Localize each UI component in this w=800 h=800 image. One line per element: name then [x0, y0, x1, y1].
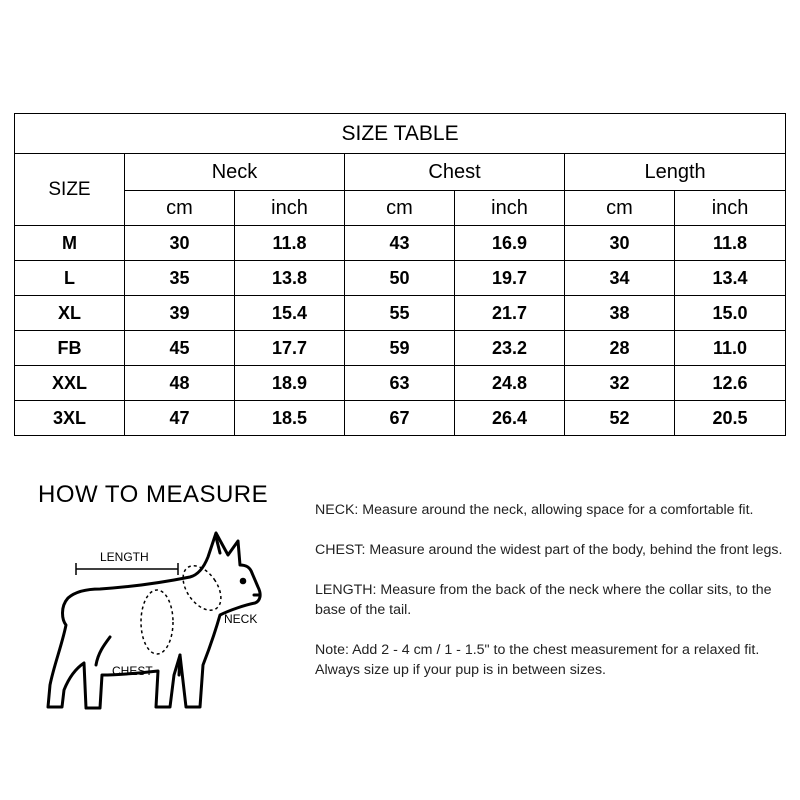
table-cell: 12.6	[675, 366, 786, 401]
table-cell: 20.5	[675, 401, 786, 436]
length-group-header: Length	[565, 154, 786, 191]
table-cell: 11.8	[675, 226, 786, 261]
table-cell: 52	[565, 401, 675, 436]
table-cell: 38	[565, 296, 675, 331]
table-title: SIZE TABLE	[15, 114, 786, 154]
table-cell: 11.0	[675, 331, 786, 366]
how-to-measure-title: HOW TO MEASURE	[38, 481, 269, 508]
table-cell: 45	[125, 331, 235, 366]
table-cell: 18.5	[235, 401, 345, 436]
table-cell: 19.7	[455, 261, 565, 296]
table-cell: 30	[125, 226, 235, 261]
unit-header: cm	[565, 191, 675, 226]
size-cell: XXL	[15, 366, 125, 401]
unit-header: cm	[125, 191, 235, 226]
table-cell: 59	[345, 331, 455, 366]
table-cell: 32	[565, 366, 675, 401]
table-row	[15, 366, 786, 401]
table-cell: 39	[125, 296, 235, 331]
unit-header: inch	[235, 191, 345, 226]
chest-label: CHEST	[112, 664, 153, 678]
table-cell: 15.0	[675, 296, 786, 331]
table-cell: 63	[345, 366, 455, 401]
size-column-header: SIZE	[15, 154, 125, 226]
table-cell: 18.9	[235, 366, 345, 401]
size-cell: XL	[15, 296, 125, 331]
length-instruction: LENGTH: Measure from the back of the neck where the collar sits, to the base of the tail.	[315, 582, 772, 618]
table-cell: 67	[345, 401, 455, 436]
unit-header: cm	[345, 191, 455, 226]
length-label: LENGTH	[100, 550, 149, 564]
chest-instruction: CHEST: Measure around the widest part of the body, behind the front legs.	[315, 542, 783, 558]
table-cell: 11.8	[235, 226, 345, 261]
size-cell: 3XL	[15, 401, 125, 436]
table-cell: 48	[125, 366, 235, 401]
fit-note: Note: Add 2 - 4 cm / 1 - 1.5" to the chest measurement for a relaxed fit. Always size up if your pup is in between sizes.	[315, 642, 760, 678]
table-cell: 21.7	[455, 296, 565, 331]
table-cell: 17.7	[235, 331, 345, 366]
table-cell: 47	[125, 401, 235, 436]
table-cell: 16.9	[455, 226, 565, 261]
table-row	[15, 401, 786, 436]
table-cell: 13.4	[675, 261, 786, 296]
table-cell: 15.4	[235, 296, 345, 331]
neck-label: NECK	[224, 612, 258, 626]
table-cell: 26.4	[455, 401, 565, 436]
size-cell: L	[15, 261, 125, 296]
neck-instruction: NECK: Measure around the neck, allowing space for a comfortable fit.	[315, 502, 754, 518]
table-cell: 55	[345, 296, 455, 331]
table-cell: 34	[565, 261, 675, 296]
table-cell: 13.8	[235, 261, 345, 296]
unit-header: inch	[675, 191, 786, 226]
size-cell: FB	[15, 331, 125, 366]
measure-instructions	[315, 500, 793, 700]
table-cell: 35	[125, 261, 235, 296]
size-table	[14, 113, 786, 436]
neck-group-header: Neck	[125, 154, 345, 191]
table-row	[15, 296, 786, 331]
table-cell: 43	[345, 226, 455, 261]
size-cell: M	[15, 226, 125, 261]
table-row	[15, 261, 786, 296]
table-row	[15, 226, 786, 261]
table-cell: 30	[565, 226, 675, 261]
unit-header: inch	[455, 191, 565, 226]
chest-group-header: Chest	[345, 154, 565, 191]
dog-silhouette-icon	[40, 525, 285, 720]
table-row	[15, 331, 786, 366]
table-cell: 23.2	[455, 331, 565, 366]
table-cell: 50	[345, 261, 455, 296]
table-cell: 28	[565, 331, 675, 366]
table-cell: 24.8	[455, 366, 565, 401]
